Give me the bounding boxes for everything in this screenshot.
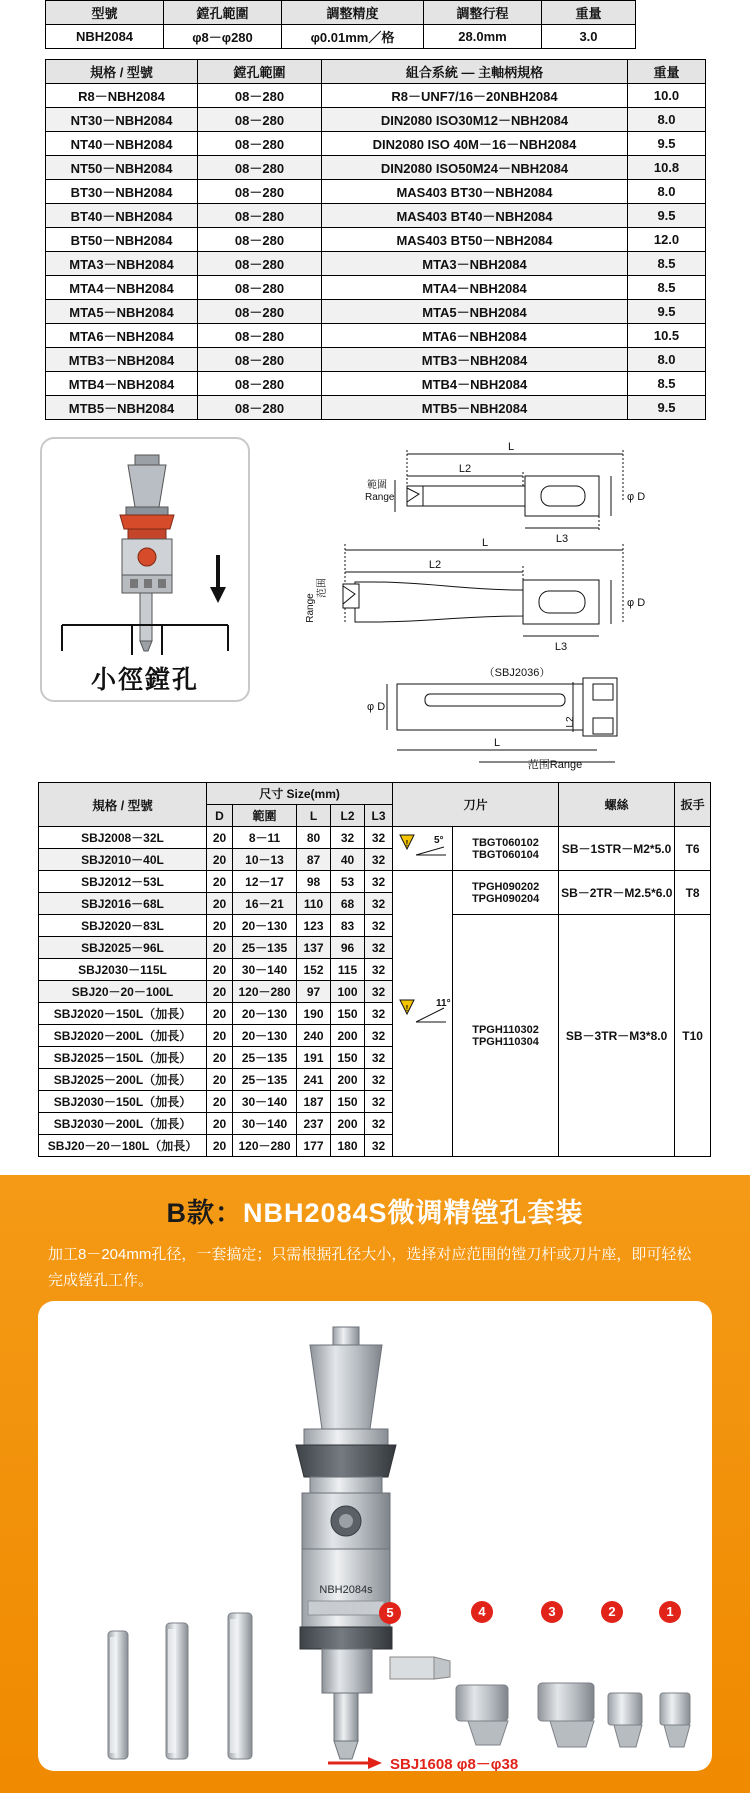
cell-l2: 83	[331, 915, 365, 937]
cell-system: MAS403 BT30－NBH2084	[322, 180, 628, 204]
cell-d: 20	[207, 871, 233, 893]
cell-l3: 32	[365, 1113, 393, 1135]
cell-l3: 32	[365, 1135, 393, 1157]
product-photo-card	[38, 1301, 712, 1771]
model-header-weight: 重量	[628, 60, 706, 84]
callout-2: 2	[601, 1601, 623, 1623]
cell-range: 08－280	[198, 156, 322, 180]
cell-spec: SBJ2012－53L	[39, 871, 207, 893]
cell-system: MTB3－NBH2084	[322, 348, 628, 372]
cell-range: 08－280	[198, 228, 322, 252]
cell-weight: 12.0	[628, 228, 706, 252]
cell-l2: 150	[331, 1091, 365, 1113]
table-row	[46, 372, 706, 396]
cell-range: 08－280	[198, 300, 322, 324]
cell-l2: 100	[331, 981, 365, 1003]
svg-text:L: L	[481, 537, 489, 549]
cell-l2: 150	[331, 1003, 365, 1025]
cell-range: 08－280	[198, 324, 322, 348]
svg-text:範圍: 範圍	[367, 480, 387, 491]
cell-spec: MTA4－NBH2084	[46, 276, 198, 300]
cell-range: 120－280	[233, 981, 297, 1003]
cell-l3: 32	[365, 937, 393, 959]
cell-d: 20	[207, 1003, 233, 1025]
table-row	[39, 827, 711, 849]
svg-text:L3: L3	[554, 641, 568, 653]
cell-range: 30－140	[233, 1113, 297, 1135]
cell-range: 08－280	[198, 204, 322, 228]
cell-range: 10－13	[233, 849, 297, 871]
banner-title	[0, 1191, 750, 1230]
cell-range: 20－130	[233, 1025, 297, 1047]
cell-range: 25－135	[233, 937, 297, 959]
cell-range: 8－11	[233, 827, 297, 849]
model-table	[45, 59, 706, 420]
cell-range: 25－135	[233, 1047, 297, 1069]
cell-range: 08－280	[198, 348, 322, 372]
cell-l: 190	[297, 1003, 331, 1025]
cell-d: 20	[207, 849, 233, 871]
cell-spec: NT40－NBH2084	[46, 132, 198, 156]
cell-range: 08－280	[198, 108, 322, 132]
illustration-section	[0, 432, 750, 777]
cell-weight: 9.5	[628, 204, 706, 228]
cell-range: 08－280	[198, 252, 322, 276]
cell-weight: 8.5	[628, 252, 706, 276]
svg-text:L2: L2	[458, 463, 472, 475]
cell-spec: NT50－NBH2084	[46, 156, 198, 180]
cell-l: 177	[297, 1135, 331, 1157]
cell-l2: 180	[331, 1135, 365, 1157]
insert-code: TPGH110304	[472, 1035, 539, 1048]
cell-weight: 10.8	[628, 156, 706, 180]
cell-d: 20	[207, 1069, 233, 1091]
banner-description: 加工8－204mm孔径，一套搞定；只需根据孔径大小，选择对应范围的镗刀杆或刀片座，即可轻松完成镗孔工作。	[48, 1246, 692, 1290]
cell-d: 20	[207, 1091, 233, 1113]
cell-spec: SBJ2030－115L	[39, 959, 207, 981]
table-row	[46, 180, 706, 204]
cell-l3: 32	[365, 893, 393, 915]
model-header-range: 鏜孔範圍	[198, 60, 322, 84]
cell-spec: SBJ2030－200L（加長）	[39, 1113, 207, 1135]
insert-angle-diagram-11deg	[394, 982, 452, 1042]
top-spec-table-wrap	[0, 0, 750, 49]
cell-l3: 32	[365, 1091, 393, 1113]
cell-range: 25－135	[233, 1069, 297, 1091]
svg-text:范围: 范围	[317, 578, 328, 598]
cell-l: 240	[297, 1025, 331, 1047]
cell-l3: 32	[365, 959, 393, 981]
sbj-header-insert: 刀片	[393, 783, 559, 827]
cell-spec: SBJ20－20－180L（加長）	[39, 1135, 207, 1157]
top-value-range: φ8－φ280	[164, 25, 282, 49]
cell-range: 08－280	[198, 132, 322, 156]
cell-l: 187	[297, 1091, 331, 1113]
top-value-weight: 3.0	[542, 25, 636, 49]
table-row	[46, 396, 706, 420]
cell-l2: 68	[331, 893, 365, 915]
model-header-system: 組合系統 — 主軸柄規格	[322, 60, 628, 84]
svg-text:L: L	[493, 737, 501, 749]
cell-spec: SBJ2016－68L	[39, 893, 207, 915]
cell-l: 123	[297, 915, 331, 937]
cell-l2: 53	[331, 871, 365, 893]
cell-d: 20	[207, 893, 233, 915]
cell-l3: 32	[365, 871, 393, 893]
table-row	[46, 276, 706, 300]
svg-text:Range: Range	[305, 593, 316, 623]
banner-title-main: NBH2084S微调精镗孔套装	[242, 1198, 584, 1228]
cell-spec: SBJ2020－83L	[39, 915, 207, 937]
insert-code: TBGT060104	[472, 848, 539, 861]
svg-text:!: !	[405, 1004, 408, 1013]
cell-l: 110	[297, 893, 331, 915]
top-header-accuracy: 調整精度	[282, 1, 424, 25]
cell-spec: BT30－NBH2084	[46, 180, 198, 204]
cell-system: MTA3－NBH2084	[322, 252, 628, 276]
sbj-header-d: D	[207, 805, 233, 827]
cell-l3: 32	[365, 915, 393, 937]
cell-l: 98	[297, 871, 331, 893]
cell-system: MAS403 BT50－NBH2084	[322, 228, 628, 252]
table-row	[46, 108, 706, 132]
cell-system: MTB5－NBH2084	[322, 396, 628, 420]
cell-spec: SBJ20－20－100L	[39, 981, 207, 1003]
cell-weight: 8.5	[628, 276, 706, 300]
cell-l: 80	[297, 827, 331, 849]
cell-spec: BT50－NBH2084	[46, 228, 198, 252]
small-bore-caption: 小徑鏜孔	[90, 666, 199, 694]
cell-weight: 9.5	[628, 396, 706, 420]
top-header-weight: 重量	[542, 1, 636, 25]
cell-system: DIN2080 ISO 40M－16－NBH2084	[322, 132, 628, 156]
cell-spec: MTB4－NBH2084	[46, 372, 198, 396]
sbj-table-wrap	[0, 777, 750, 1157]
cell-weight: 8.0	[628, 180, 706, 204]
insert-code: TPGH110302	[472, 1023, 539, 1036]
sbj-spec-table	[38, 782, 711, 1157]
table-row	[39, 871, 711, 893]
cell-screw: SB－3TR－M3*8.0	[559, 915, 675, 1157]
sbj-header-wrench: 扳手	[675, 783, 711, 827]
cell-l3: 32	[365, 1025, 393, 1047]
cell-system: MTA6－NBH2084	[322, 324, 628, 348]
cell-d: 20	[207, 1047, 233, 1069]
cell-spec: MTA3－NBH2084	[46, 252, 198, 276]
cell-range: 08－280	[198, 372, 322, 396]
label-sbj2036: （SBJ2036）	[483, 667, 551, 679]
table-row	[46, 1, 636, 25]
cell-weight: 10.5	[628, 324, 706, 348]
cell-l: 152	[297, 959, 331, 981]
insert-angle-cell-1	[393, 827, 453, 871]
sbj-header-range: 範圍	[233, 805, 297, 827]
callout-4: 4	[471, 1601, 493, 1623]
cell-spec: MTB5－NBH2084	[46, 396, 198, 420]
sbj1608-label: SBJ1608 φ8－φ38	[390, 1755, 519, 1771]
cell-range: 30－140	[233, 1091, 297, 1113]
cell-l3: 32	[365, 1069, 393, 1091]
table-row	[46, 252, 706, 276]
svg-text:L2: L2	[428, 559, 442, 571]
callout-1: 1	[659, 1601, 681, 1623]
table-row	[46, 60, 706, 84]
banner-title-prefix: B款：	[166, 1198, 243, 1228]
top-header-model: 型號	[46, 1, 164, 25]
insert-angle-diagram-5deg	[394, 827, 452, 867]
cell-spec: SBJ2025－200L（加長）	[39, 1069, 207, 1091]
cell-range: 08－280	[198, 84, 322, 108]
cell-l: 241	[297, 1069, 331, 1091]
cell-d: 20	[207, 915, 233, 937]
cell-d: 20	[207, 937, 233, 959]
svg-text:φ D: φ D	[367, 701, 386, 713]
cell-weight: 9.5	[628, 132, 706, 156]
cell-l: 87	[297, 849, 331, 871]
cell-spec: MTA6－NBH2084	[46, 324, 198, 348]
cell-system: MTA5－NBH2084	[322, 300, 628, 324]
svg-text:!: !	[405, 839, 408, 848]
cell-system: MTA4－NBH2084	[322, 276, 628, 300]
cell-d: 20	[207, 1113, 233, 1135]
insert-angle-cell-2	[393, 871, 453, 1157]
table-row	[46, 25, 636, 49]
insert-codes-3	[453, 915, 559, 1157]
cell-spec: SBJ2025－150L（加長）	[39, 1047, 207, 1069]
svg-text:φ D: φ D	[627, 597, 646, 609]
insert-code: TPGH090204	[471, 892, 540, 905]
label-range-combo: 范围Range	[527, 759, 583, 771]
angle-label-2: 11°	[435, 998, 451, 1009]
sbj-header-l3: L3	[365, 805, 393, 827]
label-phi-d: φ D	[627, 491, 646, 503]
cell-l3: 32	[365, 827, 393, 849]
insert-code: TPGH090202	[471, 880, 540, 893]
table-row	[46, 132, 706, 156]
cell-spec: BT40－NBH2084	[46, 204, 198, 228]
top-value-stroke: 28.0mm	[424, 25, 542, 49]
table-row	[39, 783, 711, 805]
table-row	[46, 204, 706, 228]
sbj-header-l2: L2	[331, 805, 365, 827]
boring-set-photo	[38, 1301, 712, 1771]
svg-text:L2: L2	[565, 716, 576, 728]
top-value-model: NBH2084	[46, 25, 164, 49]
angle-label-1: 5°	[433, 835, 444, 846]
top-spec-table	[45, 0, 636, 49]
cell-weight: 8.0	[628, 108, 706, 132]
cell-l: 137	[297, 937, 331, 959]
cell-spec: SBJ2020－150L（加長）	[39, 1003, 207, 1025]
cell-l2: 200	[331, 1113, 365, 1135]
sbj-header-size: 尺寸 Size(mm)	[207, 783, 393, 805]
cell-l3: 32	[365, 849, 393, 871]
model-table-wrap	[0, 49, 750, 420]
sbj-header-spec: 規格 / 型號	[39, 783, 207, 827]
tool-body-label: NBH2084s	[319, 1583, 373, 1596]
model-header-spec: 規格 / 型號	[46, 60, 198, 84]
cell-l2: 150	[331, 1047, 365, 1069]
cell-wrench: T8	[675, 871, 711, 915]
top-value-accuracy: φ0.01mm／格	[282, 25, 424, 49]
cell-system: MAS403 BT40－NBH2084	[322, 204, 628, 228]
table-row	[46, 300, 706, 324]
cell-range: 30－140	[233, 959, 297, 981]
cell-l2: 96	[331, 937, 365, 959]
cell-d: 20	[207, 959, 233, 981]
table-row	[46, 84, 706, 108]
cell-system: DIN2080 ISO50M24－NBH2084	[322, 156, 628, 180]
cell-wrench: T10	[675, 915, 711, 1157]
cell-l3: 32	[365, 1047, 393, 1069]
insert-codes-1	[453, 827, 559, 871]
cell-spec: SBJ2030－150L（加長）	[39, 1091, 207, 1113]
cell-spec: MTB3－NBH2084	[46, 348, 198, 372]
cell-range: 08－280	[198, 276, 322, 300]
cell-l3: 32	[365, 981, 393, 1003]
cell-spec: SBJ2025－96L	[39, 937, 207, 959]
cell-d: 20	[207, 981, 233, 1003]
cell-screw: SB－2TR－M2.5*6.0	[559, 871, 675, 915]
cell-l2: 40	[331, 849, 365, 871]
cell-spec: SBJ2020－200L（加長）	[39, 1025, 207, 1047]
cell-range: 120－280	[233, 1135, 297, 1157]
table-row	[46, 324, 706, 348]
cell-d: 20	[207, 827, 233, 849]
cell-spec: SBJ2010－40L	[39, 849, 207, 871]
cell-l2: 200	[331, 1069, 365, 1091]
callout-3: 3	[541, 1601, 563, 1623]
promo-banner	[0, 1175, 750, 1793]
cell-range: 16－21	[233, 893, 297, 915]
svg-text:L3: L3	[555, 533, 569, 545]
svg-text:Range: Range	[365, 492, 395, 503]
sbj-header-l: L	[297, 805, 331, 827]
top-header-range: 鏜孔範圍	[164, 1, 282, 25]
cell-l: 97	[297, 981, 331, 1003]
cell-d: 20	[207, 1135, 233, 1157]
cell-weight: 10.0	[628, 84, 706, 108]
cell-weight: 8.5	[628, 372, 706, 396]
cell-spec: SBJ2008－32L	[39, 827, 207, 849]
cell-d: 20	[207, 1025, 233, 1047]
callout-5: 5	[379, 1602, 401, 1624]
cell-l2: 200	[331, 1025, 365, 1047]
top-header-stroke: 調整行程	[424, 1, 542, 25]
table-row	[39, 915, 711, 937]
cell-system: DIN2080 ISO30M12－NBH2084	[322, 108, 628, 132]
svg-text:L: L	[507, 441, 515, 453]
table-row	[46, 348, 706, 372]
cell-l: 191	[297, 1047, 331, 1069]
table-row	[46, 228, 706, 252]
cell-l2: 32	[331, 827, 365, 849]
boring-bar-dimension-diagrams	[255, 432, 675, 777]
cell-screw: SB－1STR－M2*5.0	[559, 827, 675, 871]
cell-system: MTB4－NBH2084	[322, 372, 628, 396]
cell-weight: 9.5	[628, 300, 706, 324]
cell-spec: NT30－NBH2084	[46, 108, 198, 132]
cell-range: 20－130	[233, 1003, 297, 1025]
insert-code: TBGT060102	[472, 836, 539, 849]
cell-l: 237	[297, 1113, 331, 1135]
cell-range: 20－130	[233, 915, 297, 937]
sbj-header-screw: 螺絲	[559, 783, 675, 827]
cell-range: 12－17	[233, 871, 297, 893]
cell-system: R8－UNF7/16－20NBH2084	[322, 84, 628, 108]
cell-wrench: T6	[675, 827, 711, 871]
cell-range: 08－280	[198, 180, 322, 204]
cell-l2: 115	[331, 959, 365, 981]
cell-spec: MTA5－NBH2084	[46, 300, 198, 324]
cell-range: 08－280	[198, 396, 322, 420]
table-row	[46, 156, 706, 180]
insert-codes-2	[453, 871, 559, 915]
cell-l3: 32	[365, 1003, 393, 1025]
cell-spec: R8－NBH2084	[46, 84, 198, 108]
cell-weight: 8.0	[628, 348, 706, 372]
